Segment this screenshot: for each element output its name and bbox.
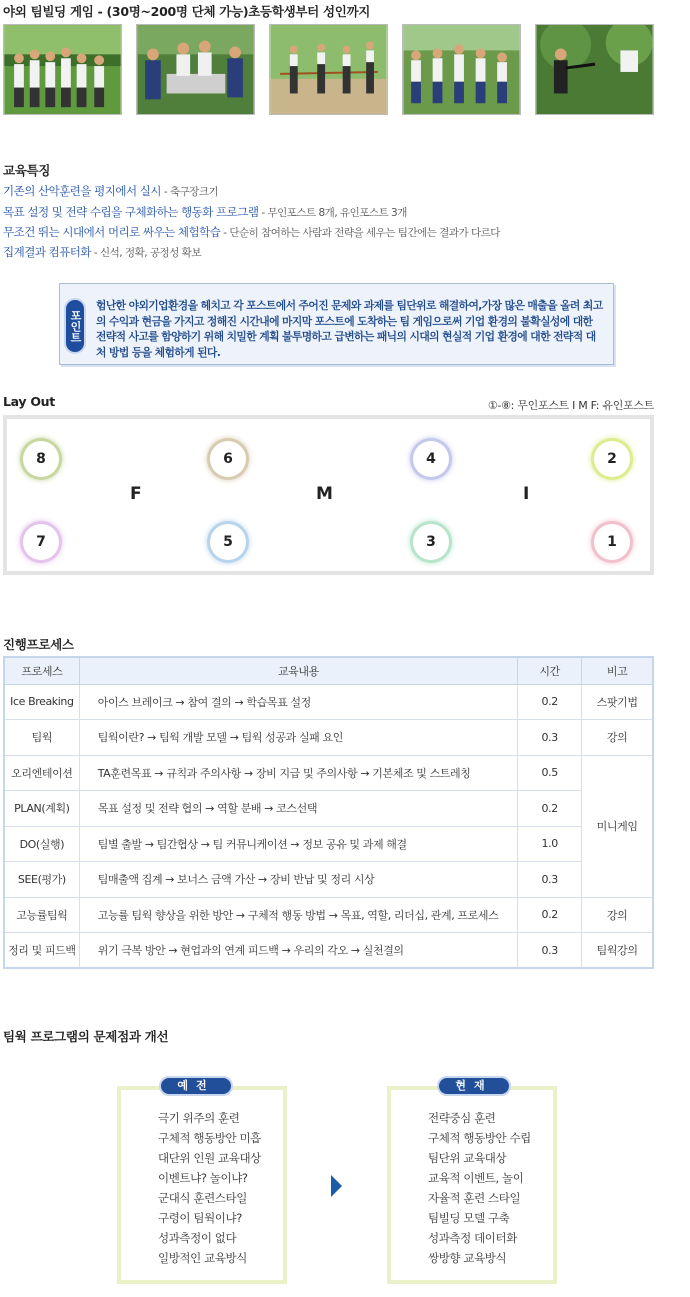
process-note: 팀웍강의: [582, 933, 653, 969]
arrow-right-icon: [331, 1175, 342, 1197]
table-row: [4, 755, 653, 791]
table-header-row: [4, 657, 653, 684]
post-marker: [594, 524, 630, 560]
post-number: 2: [607, 451, 617, 467]
table-row: [4, 684, 653, 720]
list-item: 대단위 인원 교육대상: [158, 1151, 261, 1165]
feature-detail: - 무인포스트 8개, 유인포스트 3개: [258, 207, 407, 219]
list-item: 구체적 행동방안 미흡: [158, 1131, 261, 1145]
process-note: 스팟기법: [582, 684, 653, 720]
process-name: Ice Breaking: [4, 684, 79, 720]
feature-item: [3, 244, 201, 260]
post-marker: [23, 441, 59, 477]
table-row: [4, 897, 653, 933]
post-marker: [23, 524, 59, 560]
photo-table-activity: [136, 24, 255, 115]
process-time: 1.0: [518, 826, 582, 862]
before-label: 예전: [159, 1076, 233, 1096]
process-name: 정리 및 피드백: [4, 933, 79, 969]
feature-item: [3, 224, 500, 240]
table-row: [4, 791, 653, 827]
layout-legend: ①-⑧: 무인포스트 I M F: 유인포스트: [487, 399, 654, 412]
feature-detail: - 축구장크기: [161, 186, 219, 198]
feature-item: [3, 204, 407, 220]
process-time: 0.5: [518, 755, 582, 791]
process-note: 미니게임: [582, 755, 653, 897]
table-row: [4, 862, 653, 898]
header-process: 프로세스: [4, 657, 79, 684]
features-title: 교육특징: [3, 163, 51, 178]
feature-highlight: 목표 설정 및 전략 수립을 구체화하는 행동화 프로그램: [3, 205, 259, 219]
list-item: 자율적 훈련 스타일: [428, 1191, 521, 1205]
photo-outdoor-lineup: [402, 24, 521, 115]
list-item: 구체적 행동방안 수립: [428, 1131, 531, 1145]
table-row: [4, 720, 653, 756]
process-time: 0.2: [518, 684, 582, 720]
header-note: 비고: [582, 657, 653, 684]
list-item: 팀단위 교육대상: [428, 1151, 507, 1165]
layout-diagram: [3, 415, 654, 575]
post-marker: [413, 441, 449, 477]
post-number: 5: [223, 534, 233, 550]
process-content: 팀매출액 집계 → 보너스 금액 가산 → 장비 반납 및 정리 시상: [79, 862, 517, 898]
process-name: DO(실행): [4, 826, 79, 862]
staffed-post-m: M: [316, 484, 333, 504]
post-number: 3: [426, 534, 436, 550]
photo-forest-shooting: [535, 24, 654, 115]
list-item: 팀빌딩 모델 구축: [428, 1211, 510, 1225]
process-content: 고능률 팀웍 향상을 위한 방안 → 구체적 행동 방법 → 목표, 역할, 리더십, 관계, 프로세스: [79, 897, 517, 933]
compare-title: 팀웍 프로그램의 문제점과 개선: [3, 1029, 169, 1044]
post-number: 6: [223, 451, 233, 467]
post-number: 7: [36, 534, 46, 550]
process-note: 강의: [582, 897, 653, 933]
list-item: 교육적 이벤트, 놀이: [428, 1171, 524, 1185]
list-item: 극기 위주의 훈련: [158, 1111, 240, 1125]
process-name: 팀웍: [4, 720, 79, 756]
process-title: 진행프로세스: [3, 637, 74, 652]
process-time: 0.3: [518, 933, 582, 969]
layout-title: Lay Out: [3, 394, 55, 409]
process-content: 위기 극복 방안 → 현업과의 연계 피드백 → 우리의 각오 → 실천결의: [79, 933, 517, 969]
feature-highlight: 집계결과 컴퓨터화: [3, 245, 92, 259]
after-list: [428, 1108, 531, 1268]
process-name: 고능률팀웍: [4, 897, 79, 933]
list-item: 일방적인 교육방식: [158, 1251, 247, 1265]
process-time: 0.3: [518, 862, 582, 898]
process-name: 오리엔테이션: [4, 755, 79, 791]
post-marker: [210, 524, 246, 560]
process-note: 강의: [582, 720, 653, 756]
staffed-post-f: F: [130, 484, 142, 504]
staffed-post-i: I: [523, 484, 530, 504]
feature-detail: - 신석, 정확, 공정성 확보: [91, 247, 201, 259]
photo-group-cheer: [3, 24, 122, 115]
process-content: TA훈련목표 → 규칙과 주의사항 → 장비 지급 및 주의사항 → 기본체조 및 스트레칭: [79, 755, 517, 791]
process-name: SEE(평가): [4, 862, 79, 898]
process-table: [3, 656, 654, 969]
post-number: 4: [426, 451, 436, 467]
list-item: 성과측정이 없다: [158, 1231, 237, 1245]
post-number: 8: [36, 451, 46, 467]
process-content: 목표 설정 및 전략 협의 → 역할 분배 → 코스선택: [79, 791, 517, 827]
header-content: 교육내용: [79, 657, 517, 684]
post-number: 1: [607, 534, 617, 550]
feature-highlight: 무조건 뛰는 시대에서 머리로 싸우는 체험학습: [3, 225, 221, 239]
process-time: 0.3: [518, 720, 582, 756]
process-name: PLAN(계획): [4, 791, 79, 827]
table-row: [4, 933, 653, 969]
point-text: 험난한 야외기업환경을 헤치고 각 포스트에서 주어진 문제와 과제를 팀단위로 해결하여,가장 많은 매출을 올려 최고의 수익과 현금을 가지고 정해진 시간내에 마지막 포스트에 도착하는 팀 게임으로써 기업 환경의 불확실성에 대한 전략적 사고를 함양하기 위해 치밀한 계획 불투명하고 급변하는 패닉의 시대의 현실적 기업 환경에 대한 전략적 대처 방법 등을 체험하게 된다.: [96, 299, 603, 359]
process-time: 0.2: [518, 791, 582, 827]
list-item: 성과측정 데이터화: [428, 1231, 517, 1245]
process-content: 아이스 브레이크 → 참여 결의 → 학습목표 설정: [79, 684, 517, 720]
feature-item: [3, 183, 218, 199]
post-marker: [413, 524, 449, 560]
feature-detail: - 단순히 참여하는 사람과 전략을 세우는 팀간에는 결과가 다르다: [220, 227, 500, 239]
process-content: 팀웍이란? → 팀웍 개발 모델 → 팀웍 성공과 실패 요인: [79, 720, 517, 756]
page-title: 야외 팀빌딩 게임 - (30명~200명 단체 가능)초등학생부터 성인까지: [3, 4, 371, 19]
process-time: 0.2: [518, 897, 582, 933]
list-item: 이벤트냐? 놀이냐?: [158, 1171, 248, 1185]
post-marker: [594, 441, 630, 477]
list-item: 전략중심 훈련: [428, 1111, 496, 1125]
photo-strip: [3, 24, 663, 115]
process-content: 팀별 출발 → 팀간협상 → 팀 커뮤니케이션 → 정보 공유 및 과제 해결: [79, 826, 517, 862]
table-row: [4, 826, 653, 862]
post-marker: [210, 441, 246, 477]
point-tag: 포인트: [64, 298, 86, 354]
list-item: 군대식 훈련스타일: [158, 1191, 247, 1205]
photo-rope-game: [269, 24, 388, 115]
list-item: 구령이 팀웍이냐?: [158, 1211, 242, 1225]
list-item: 쌍방향 교육방식: [428, 1251, 507, 1265]
before-list: [158, 1108, 261, 1268]
feature-highlight: 기존의 산악훈련을 평지에서 실시: [3, 184, 161, 198]
after-label: 현재: [437, 1076, 511, 1096]
header-time: 시간: [518, 657, 582, 684]
